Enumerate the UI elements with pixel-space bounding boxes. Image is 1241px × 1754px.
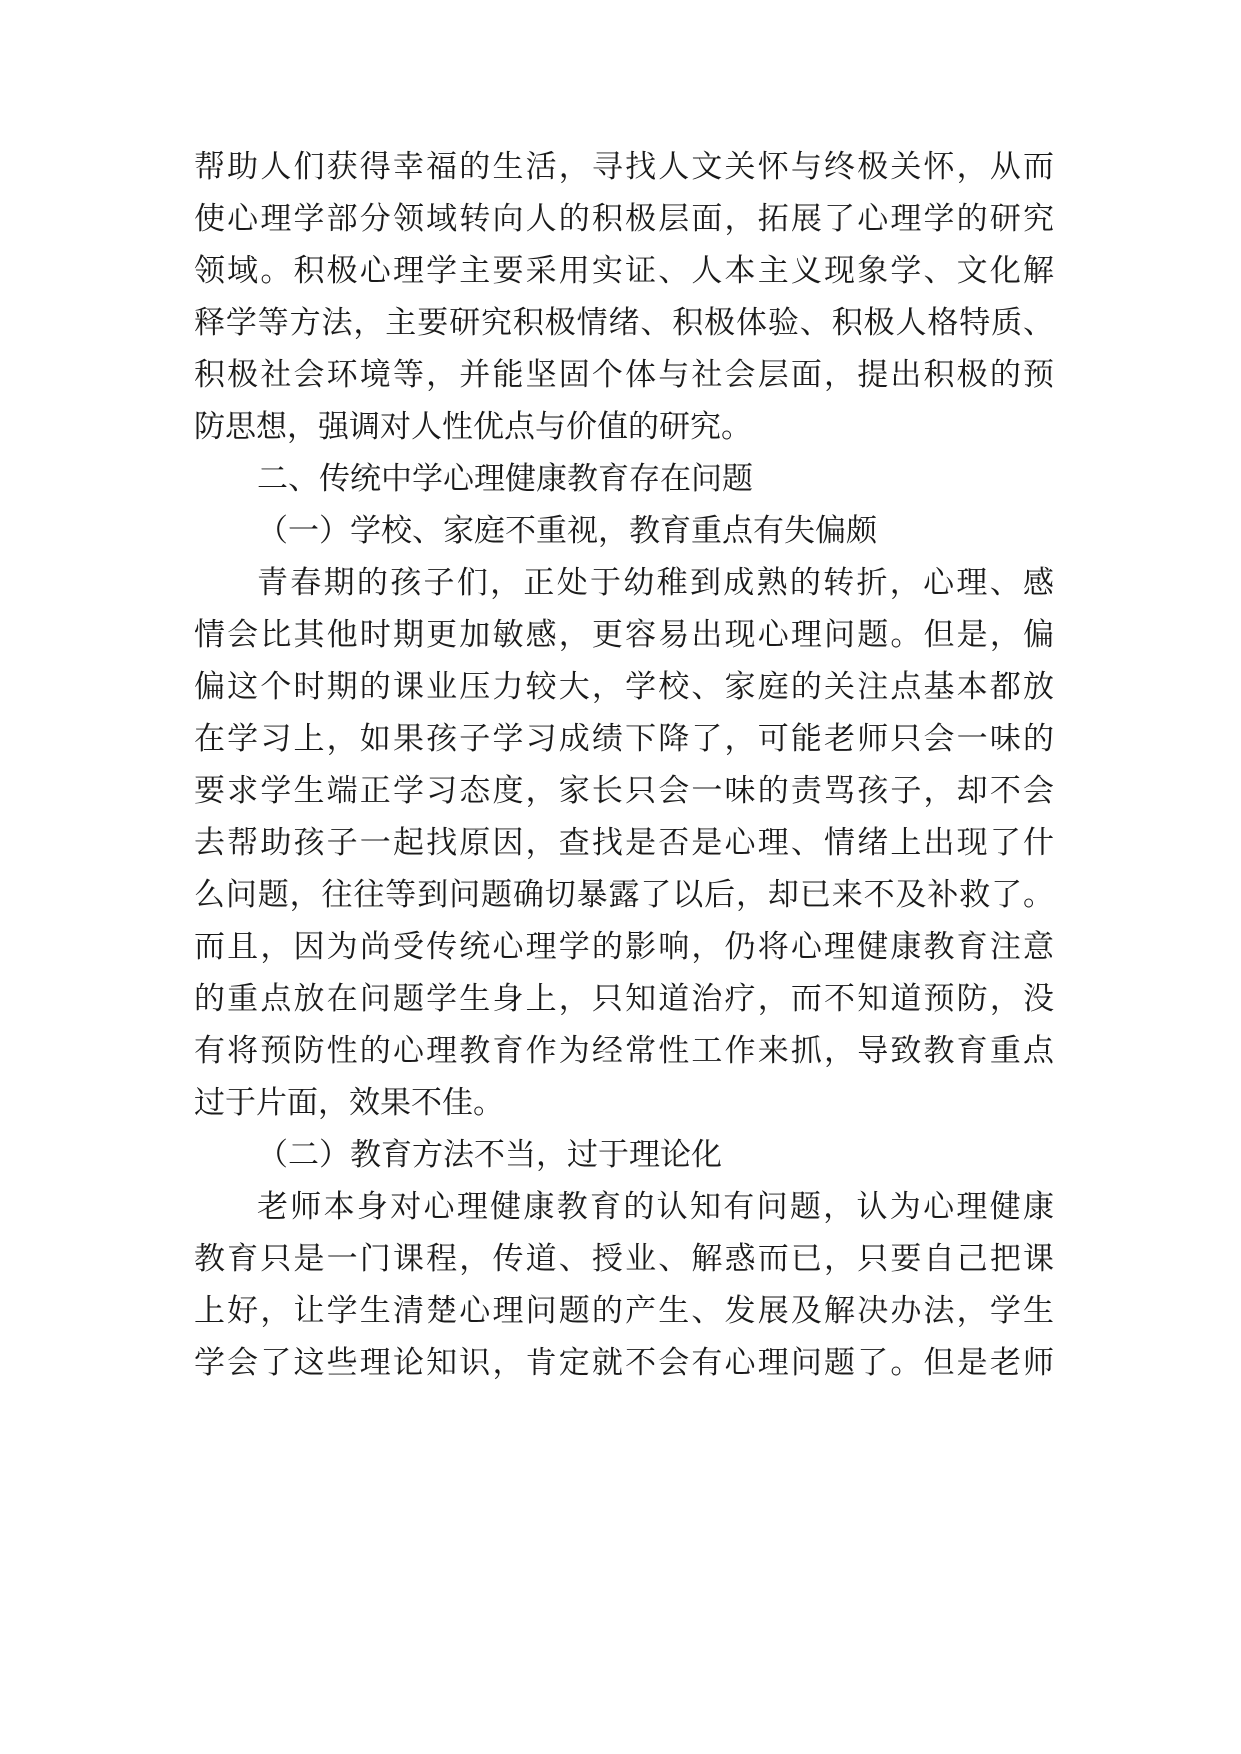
text-line: 积极社会环境等，并能坚固个体与社会层面，提出积极的预 [194, 357, 1054, 393]
subsection-heading: （二）教育方法不当，过于理论化 [257, 1137, 722, 1173]
text-line: 有将预防性的心理教育作为经常性工作来抓，导致教育重点 [194, 1033, 1054, 1069]
text-line: 过于片面，效果不佳。 [194, 1085, 504, 1121]
text-line: 去帮助孩子一起找原因，查找是否是心理、情绪上出现了什 [194, 825, 1054, 861]
text-line: 上好，让学生清楚心理问题的产生、发展及解决办法，学生 [194, 1293, 1054, 1329]
text-line: 么问题，往往等到问题确切暴露了以后，却已来不及补救了。 [194, 877, 1054, 913]
text-line: 老师本身对心理健康教育的认知有问题，认为心理健康 [257, 1189, 1054, 1225]
section-heading: 二、传统中学心理健康教育存在问题 [257, 461, 753, 497]
text-line: 释学等方法，主要研究积极情绪、积极体验、积极人格特质、 [194, 305, 1054, 341]
subsection-heading: （一）学校、家庭不重视，教育重点有失偏颇 [257, 513, 877, 549]
text-line: 要求学生端正学习态度，家长只会一味的责骂孩子，却不会 [194, 773, 1054, 809]
text-line: 学会了这些理论知识，肯定就不会有心理问题了。但是老师 [194, 1345, 1054, 1381]
text-line: 帮助人们获得幸福的生活，寻找人文关怀与终极关怀，从而 [194, 149, 1054, 185]
text-line: 情会比其他时期更加敏感，更容易出现心理问题。但是，偏 [194, 617, 1054, 653]
text-line: 领域。积极心理学主要采用实证、人本主义现象学、文化解 [194, 253, 1054, 289]
text-line: 的重点放在问题学生身上，只知道治疗，而不知道预防，没 [194, 981, 1054, 1017]
text-line: 在学习上，如果孩子学习成绩下降了，可能老师只会一味的 [194, 721, 1054, 757]
text-line: 而且，因为尚受传统心理学的影响，仍将心理健康教育注意 [194, 929, 1054, 965]
text-line: 教育只是一门课程，传道、授业、解惑而已，只要自己把课 [194, 1241, 1054, 1277]
text-line: 使心理学部分领域转向人的积极层面，拓展了心理学的研究 [194, 201, 1054, 237]
text-line: 防思想，强调对人性优点与价值的研究。 [194, 409, 752, 445]
text-line: 青春期的孩子们，正处于幼稚到成熟的转折，心理、感 [257, 565, 1054, 601]
text-line: 偏这个时期的课业压力较大，学校、家庭的关注点基本都放 [194, 669, 1054, 705]
